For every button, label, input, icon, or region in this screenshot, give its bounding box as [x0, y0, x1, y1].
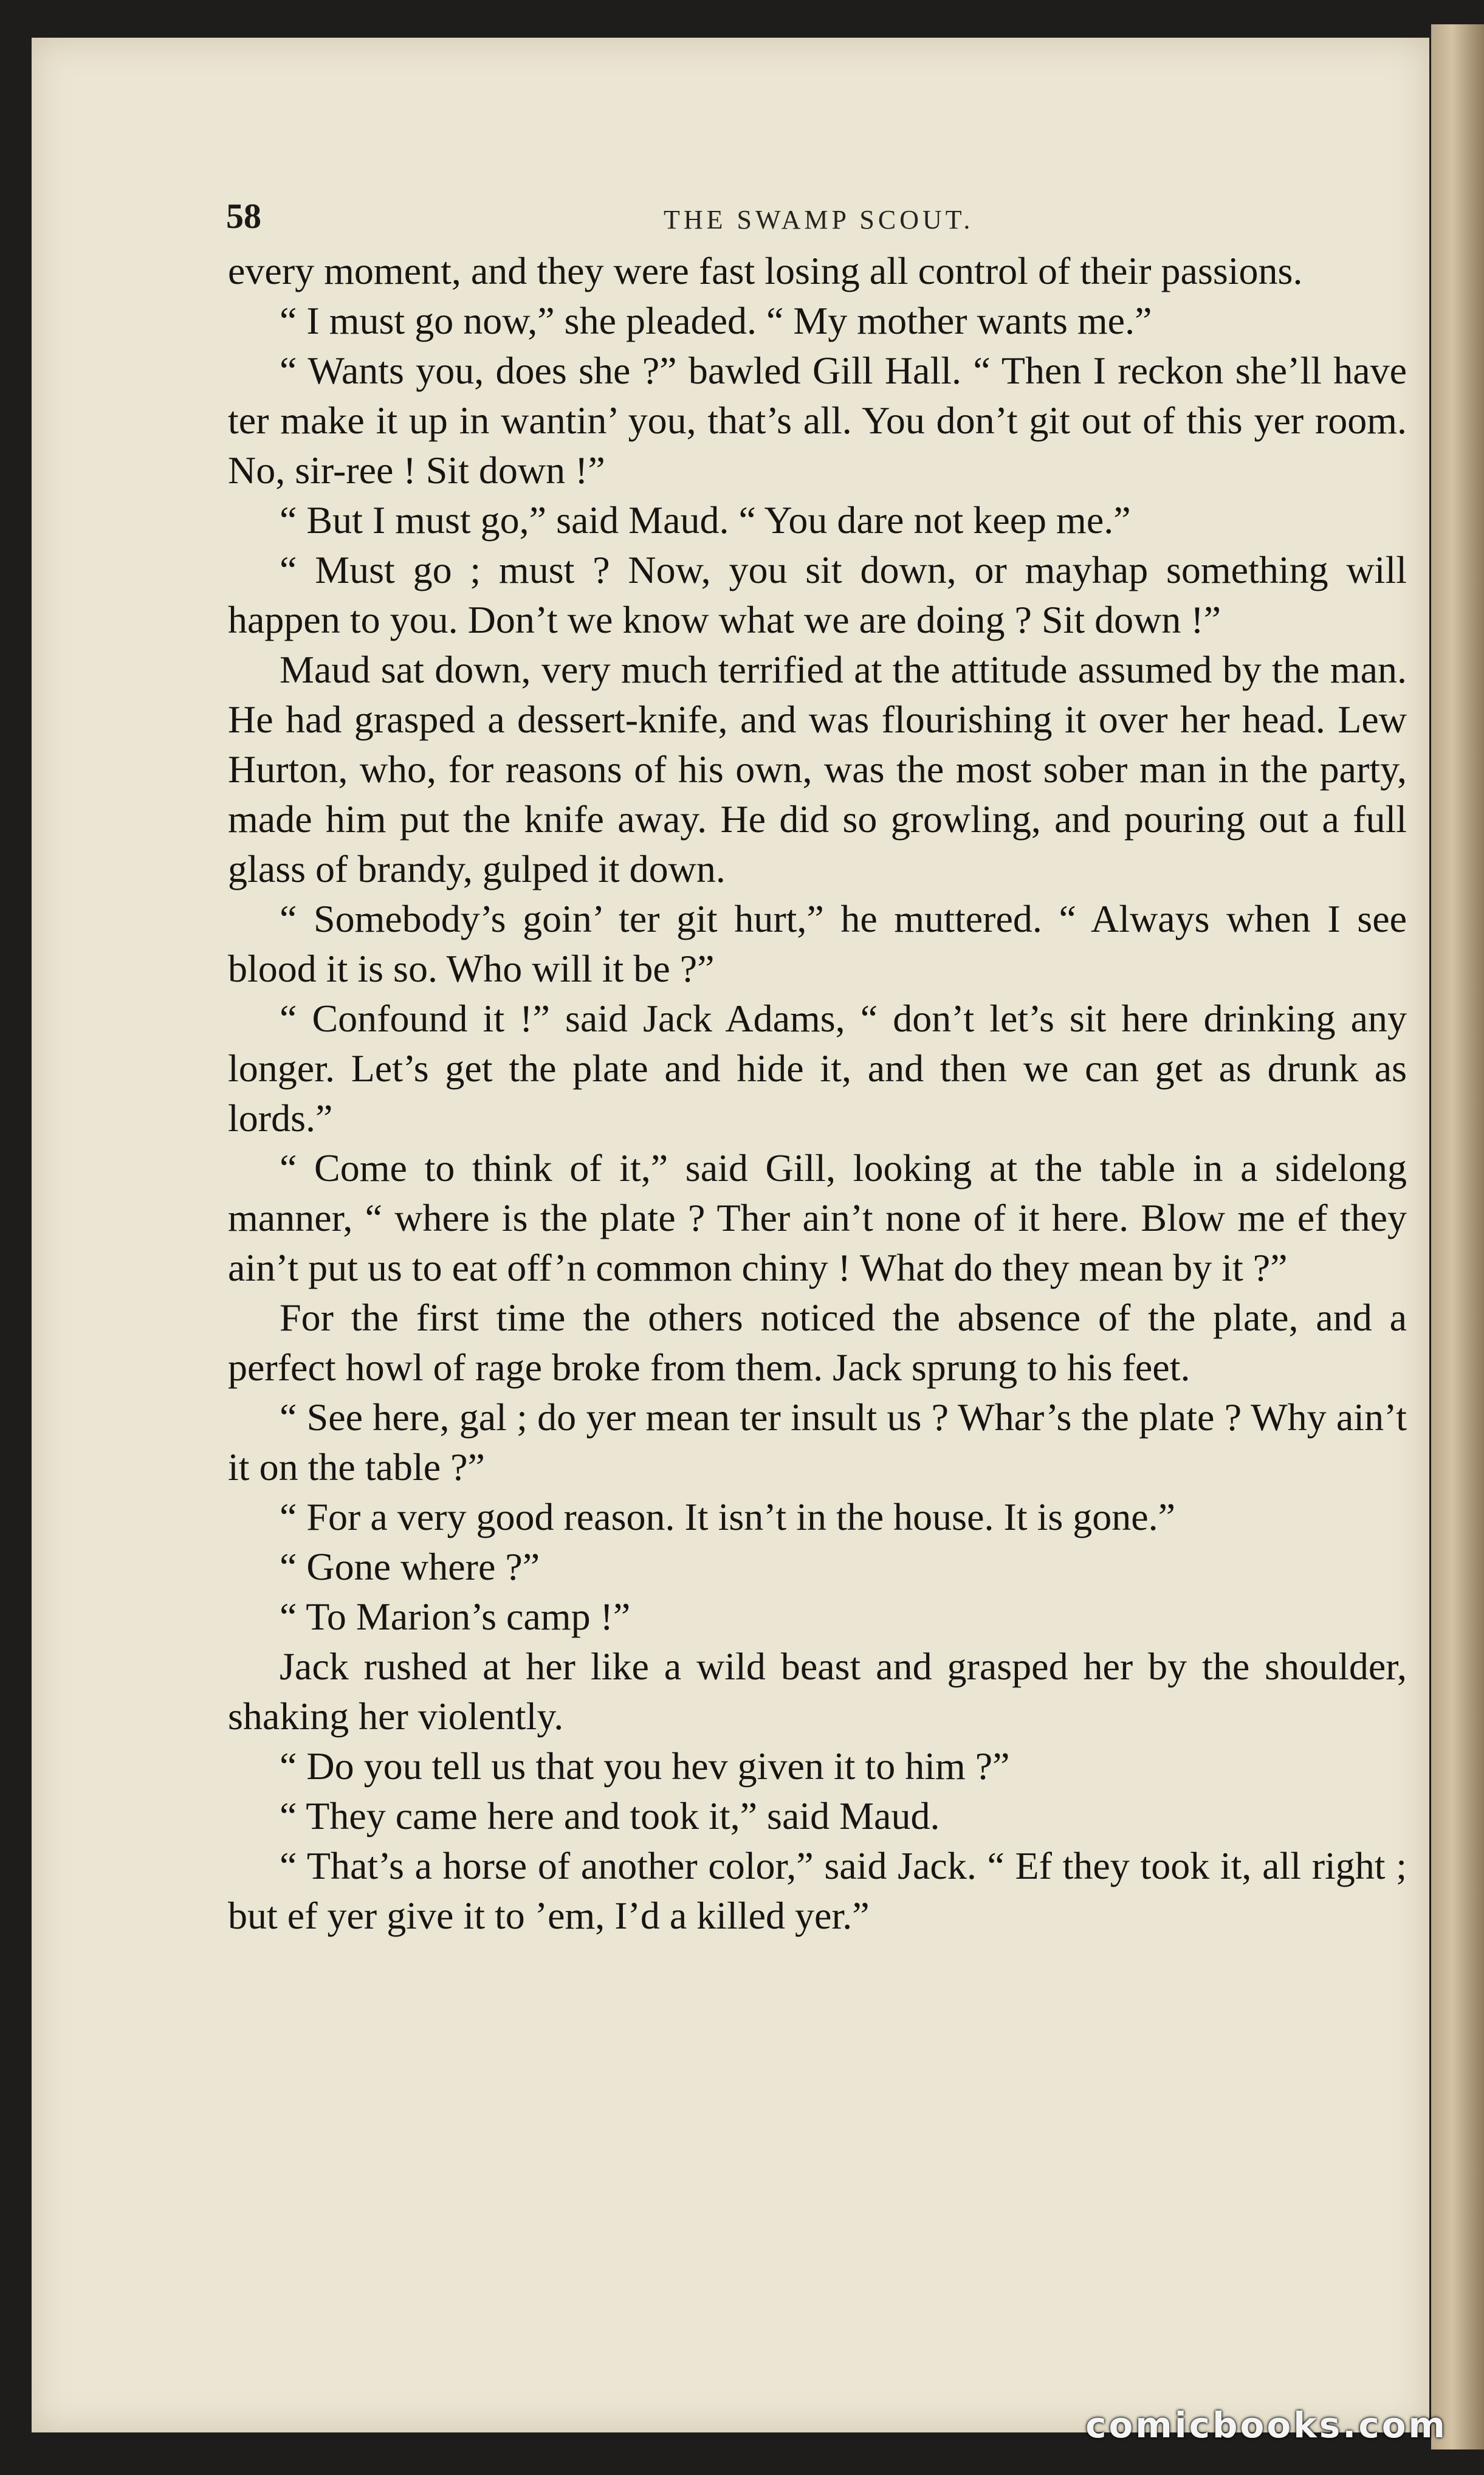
paragraph: “ Gone where ?”	[280, 1545, 540, 1588]
paragraph: “ They came here and took it,” said Maud.	[280, 1794, 940, 1837]
running-head: THE SWAMP SCOUT.	[664, 205, 974, 235]
page-header	[226, 196, 1417, 244]
paragraph: For the first time the others noticed the absence of the plate, and a perfect howl of rage broke from them. Jack sprung to his feet.	[228, 1296, 1407, 1389]
paragraph: “ I must go now,” she pleaded. “ My mother wants me.”	[280, 299, 1152, 342]
page-edge	[1431, 24, 1484, 2449]
watermark: comicbooks.com	[1085, 2404, 1448, 2446]
paragraph: “ To Marion’s camp !”	[280, 1595, 631, 1638]
paragraph: Maud sat down, very much terrified at the attitude assumed by the man. He had grasped a dessert-knife, and was flourishing it over her head. Lew Hurton, who, for reasons of his own, was the most sober man in the party, made him put the knife away. He did so growling, and pouring out a full glass of brandy, gulped it down.	[228, 648, 1407, 890]
body-text	[228, 246, 1407, 2264]
paragraph: “ Somebody’s goin’ ter git hurt,” he muttered. “ Always when I see blood it is so. Who will it be ?”	[228, 897, 1407, 990]
paragraph: Jack rushed at her like a wild beast and grasped her by the shoulder, shaking her violently.	[228, 1645, 1407, 1738]
paragraph: “ Come to think of it,” said Gill, looking at the table in a sidelong manner, “ where is the plate ? Ther ain’t none of it here. Blow me ef they ain’t put us to eat off’n common chiny ! What do they mean by it ?”	[228, 1146, 1407, 1289]
paragraph: “ But I must go,” said Maud. “ You dare not keep me.”	[280, 498, 1131, 542]
paragraph: “ Wants you, does she ?” bawled Gill Hall. “ Then I reckon she’ll have ter make it up in wantin’ you, that’s all. You don’t git out of this yer room. No, sir-ree ! Sit down !”	[228, 349, 1407, 492]
paragraph: “ Do you tell us that you hev given it to him ?”	[280, 1744, 1010, 1788]
paragraph: “ See here, gal ; do yer mean ter insult us ? Whar’s the plate ? Why ain’t it on the table ?”	[228, 1396, 1407, 1489]
paragraph: every moment, and they were fast losing all control of their passions.	[228, 249, 1303, 292]
paragraph: “ That’s a horse of another color,” said Jack. “ Ef they took it, all right ; but ef yer give it to ’em, I’d a killed yer.”	[228, 1844, 1407, 1937]
paragraph: “ Must go ; must ? Now, you sit down, or mayhap something will happen to you. Don’t we know what we are doing ? Sit down !”	[228, 548, 1407, 641]
paragraph: “ Confound it !” said Jack Adams, “ don’t let’s sit here drinking any longer. Let’s get the plate and hide it, and then we can get as drunk as lords.”	[228, 997, 1407, 1140]
page-number: 58	[226, 196, 261, 236]
paragraph: “ For a very good reason. It isn’t in the house. It is gone.”	[280, 1495, 1176, 1538]
